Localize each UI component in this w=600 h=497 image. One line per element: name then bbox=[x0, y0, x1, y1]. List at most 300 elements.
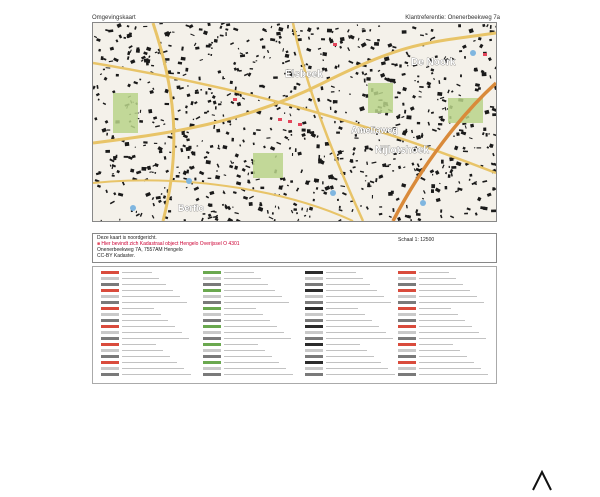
building-shape bbox=[199, 28, 203, 30]
building-shape bbox=[311, 33, 314, 35]
legend-text-line bbox=[419, 314, 458, 315]
legend-swatch bbox=[398, 325, 416, 328]
building-shape bbox=[458, 24, 461, 27]
legend-item bbox=[398, 306, 490, 311]
legend-swatch bbox=[101, 277, 119, 280]
legend-text-line bbox=[419, 308, 451, 309]
building-shape bbox=[474, 67, 478, 71]
legend-item bbox=[101, 282, 193, 287]
legend-item bbox=[101, 354, 193, 359]
building-shape bbox=[410, 219, 412, 221]
legend-item bbox=[203, 348, 295, 353]
building-shape bbox=[417, 122, 420, 125]
legend-swatch bbox=[305, 307, 323, 310]
legend-text-line bbox=[419, 302, 484, 303]
legend-item bbox=[203, 342, 295, 347]
legend-item bbox=[203, 366, 295, 371]
building-shape bbox=[177, 72, 180, 74]
legend-text-line bbox=[419, 290, 470, 291]
legend-swatch bbox=[305, 283, 323, 286]
building-shape bbox=[385, 166, 390, 167]
legend-swatch bbox=[203, 373, 221, 376]
building-shape bbox=[293, 86, 296, 90]
legend-swatch bbox=[101, 295, 119, 298]
water-body bbox=[130, 205, 136, 211]
legend-swatch bbox=[203, 271, 221, 274]
legend-swatch bbox=[398, 367, 416, 370]
legend-text-line bbox=[122, 374, 191, 375]
legend-item bbox=[203, 318, 295, 323]
building-shape bbox=[249, 202, 253, 206]
building-shape bbox=[490, 25, 492, 29]
building-shape bbox=[477, 147, 482, 148]
building-shape bbox=[185, 111, 187, 114]
legend-text-line bbox=[326, 272, 356, 273]
place-label-berflo: Berflo bbox=[178, 203, 205, 213]
building-shape bbox=[320, 54, 322, 55]
legend-text-line bbox=[326, 296, 384, 297]
building-shape bbox=[488, 133, 490, 134]
legend-swatch bbox=[203, 331, 221, 334]
legend-text-line bbox=[122, 308, 154, 309]
license: CC-BY Kadaster. bbox=[97, 253, 135, 259]
legend-swatch bbox=[398, 319, 416, 322]
building-shape bbox=[322, 52, 327, 56]
building-shape bbox=[482, 72, 487, 76]
building-shape bbox=[437, 92, 442, 96]
building-shape bbox=[402, 140, 404, 142]
building-shape bbox=[417, 75, 419, 77]
legend-swatch bbox=[203, 307, 221, 310]
building-shape bbox=[230, 81, 233, 85]
building-shape bbox=[103, 69, 105, 71]
legend-swatch bbox=[203, 289, 221, 292]
legend-swatch bbox=[101, 343, 119, 346]
building-shape bbox=[143, 141, 147, 143]
green-area bbox=[113, 93, 138, 133]
legend-text-line bbox=[224, 296, 282, 297]
legend-item bbox=[203, 336, 295, 341]
building-shape bbox=[179, 172, 181, 173]
address: Onenerbeekweg 7A, 7557AM Hengelo bbox=[97, 247, 183, 253]
map-info-panel bbox=[92, 233, 497, 263]
legend-text-line bbox=[326, 332, 386, 333]
location-text: Hier bevindt zich Kadastraal object Hengelo Overijssel O 4301 bbox=[101, 241, 239, 247]
building-shape bbox=[312, 135, 314, 137]
building-shape bbox=[112, 135, 114, 137]
legend-text-line bbox=[122, 314, 161, 315]
legend-text-line bbox=[419, 344, 453, 345]
legend-item bbox=[305, 366, 397, 371]
building-shape bbox=[124, 156, 129, 158]
place-label-ameliaweg: Ameliaweg bbox=[351, 125, 398, 135]
legend-swatch bbox=[203, 361, 221, 364]
building-shape bbox=[176, 175, 180, 178]
legend-text-line bbox=[326, 302, 391, 303]
building-shape bbox=[165, 103, 170, 105]
legend-swatch bbox=[203, 283, 221, 286]
legend-swatch bbox=[203, 301, 221, 304]
legend-item bbox=[305, 300, 397, 305]
building-shape bbox=[419, 86, 423, 88]
building-shape bbox=[295, 148, 297, 152]
building-shape bbox=[444, 77, 447, 80]
legend-item bbox=[203, 294, 295, 299]
legend-item bbox=[101, 324, 193, 329]
legend-item bbox=[203, 324, 295, 329]
legend-item bbox=[398, 366, 490, 371]
legend-text-line bbox=[326, 308, 358, 309]
legend-text-line bbox=[326, 326, 379, 327]
building-shape bbox=[139, 79, 141, 81]
building-shape bbox=[154, 143, 157, 144]
legend-text-line bbox=[419, 284, 463, 285]
building-shape bbox=[159, 150, 163, 153]
parcel-marker bbox=[233, 98, 237, 101]
legend-swatch bbox=[203, 349, 221, 352]
building-shape bbox=[175, 146, 177, 148]
legend-item bbox=[398, 342, 490, 347]
building-shape bbox=[116, 74, 119, 77]
scale-text: Schaal 1: 12500 bbox=[398, 237, 434, 243]
building-shape bbox=[377, 39, 380, 42]
building-shape bbox=[112, 175, 115, 177]
building-shape bbox=[337, 199, 339, 201]
legend-swatch bbox=[101, 355, 119, 358]
legend-text-line bbox=[122, 332, 182, 333]
building-shape bbox=[432, 174, 433, 176]
legend-item bbox=[101, 276, 193, 281]
legend-item bbox=[101, 306, 193, 311]
building-shape bbox=[421, 133, 422, 136]
building-shape bbox=[416, 213, 421, 216]
building-shape bbox=[379, 206, 382, 207]
legend-swatch bbox=[101, 271, 119, 274]
legend-text-line bbox=[224, 338, 291, 339]
building-shape bbox=[318, 155, 320, 159]
legend-swatch bbox=[398, 277, 416, 280]
building-shape bbox=[260, 187, 264, 189]
building-shape bbox=[459, 50, 462, 52]
legend-swatch bbox=[305, 349, 323, 352]
building-shape bbox=[334, 121, 336, 123]
building-shape bbox=[364, 149, 366, 151]
legend-item bbox=[305, 336, 397, 341]
building-shape bbox=[136, 47, 139, 50]
legend-swatch bbox=[101, 361, 119, 364]
legend-text-line bbox=[326, 374, 395, 375]
building-shape bbox=[164, 142, 165, 144]
legend-swatch bbox=[203, 343, 221, 346]
legend-text-line bbox=[122, 368, 184, 369]
building-shape bbox=[282, 62, 284, 64]
legend-item bbox=[398, 336, 490, 341]
legend-text-line bbox=[224, 350, 265, 351]
building-shape bbox=[209, 204, 213, 207]
legend-item bbox=[203, 270, 295, 275]
legend-text-line bbox=[122, 302, 187, 303]
building-shape bbox=[431, 189, 434, 193]
building-shape bbox=[143, 26, 147, 27]
legend-text-line bbox=[122, 356, 170, 357]
legend-swatch bbox=[305, 313, 323, 316]
building-shape bbox=[225, 32, 226, 36]
building-shape bbox=[495, 26, 496, 28]
legend-item bbox=[398, 300, 490, 305]
building-shape bbox=[366, 77, 370, 81]
legend-item bbox=[305, 330, 397, 335]
legend-text-line bbox=[326, 368, 388, 369]
building-shape bbox=[252, 187, 254, 189]
legend-swatch bbox=[305, 367, 323, 370]
parcel-marker bbox=[333, 43, 337, 46]
legend-text-line bbox=[419, 368, 481, 369]
legend-swatch bbox=[398, 355, 416, 358]
legend-text-line bbox=[122, 296, 180, 297]
building-shape bbox=[272, 212, 274, 214]
legend-item bbox=[305, 342, 397, 347]
legend-item bbox=[305, 324, 397, 329]
legend-item bbox=[305, 318, 397, 323]
legend-item bbox=[305, 288, 397, 293]
legend-text-line bbox=[326, 314, 365, 315]
building-shape bbox=[464, 213, 468, 215]
building-shape bbox=[216, 129, 220, 133]
legend-swatch bbox=[101, 325, 119, 328]
legend-item bbox=[398, 282, 490, 287]
legend-swatch bbox=[398, 271, 416, 274]
legend-text-line bbox=[122, 338, 189, 339]
building-shape bbox=[259, 204, 262, 207]
legend-item bbox=[398, 294, 490, 299]
legend-swatch bbox=[398, 295, 416, 298]
legend-item bbox=[305, 276, 397, 281]
building-shape bbox=[278, 185, 282, 189]
legend-column-3 bbox=[305, 270, 397, 380]
green-area bbox=[253, 153, 283, 178]
building-shape bbox=[402, 30, 407, 34]
building-shape bbox=[139, 120, 143, 123]
building-shape bbox=[456, 132, 460, 136]
parcel-marker bbox=[483, 53, 487, 56]
place-label-elsbeek: Elsbeek bbox=[285, 69, 323, 80]
legend-item bbox=[398, 348, 490, 353]
building-shape bbox=[316, 144, 319, 148]
building-shape bbox=[441, 160, 444, 164]
building-shape bbox=[198, 77, 200, 81]
legend-swatch bbox=[203, 337, 221, 340]
legend-item bbox=[203, 360, 295, 365]
legend-column-1 bbox=[101, 270, 193, 380]
building-shape bbox=[491, 209, 496, 212]
building-shape bbox=[293, 208, 297, 211]
building-shape bbox=[414, 80, 416, 81]
legend-item bbox=[398, 324, 490, 329]
building-shape bbox=[172, 31, 174, 32]
legend-item bbox=[101, 288, 193, 293]
parcel-marker bbox=[288, 120, 292, 123]
legend-item bbox=[101, 342, 193, 347]
building-shape bbox=[307, 129, 311, 133]
legend-swatch bbox=[398, 343, 416, 346]
building-shape bbox=[483, 128, 486, 131]
building-shape bbox=[338, 65, 340, 68]
building-shape bbox=[208, 178, 212, 179]
building-shape bbox=[449, 166, 450, 168]
legend-item bbox=[101, 372, 193, 377]
map-canvas bbox=[93, 23, 496, 221]
legend-text-line bbox=[224, 374, 293, 375]
legend-item bbox=[203, 330, 295, 335]
legend-swatch bbox=[203, 313, 221, 316]
legend-text-line bbox=[419, 356, 467, 357]
legend-item bbox=[305, 360, 397, 365]
building-shape bbox=[440, 209, 442, 212]
building-shape bbox=[193, 119, 194, 121]
legend-text-line bbox=[419, 320, 465, 321]
building-shape bbox=[340, 37, 345, 41]
building-shape bbox=[232, 162, 233, 164]
legend-swatch bbox=[398, 331, 416, 334]
legend-text-line bbox=[122, 278, 159, 279]
legend-text-line bbox=[224, 356, 272, 357]
building-shape bbox=[181, 57, 186, 61]
building-shape bbox=[460, 74, 462, 77]
legend-text-line bbox=[224, 284, 268, 285]
building-shape bbox=[492, 113, 496, 116]
legend-item bbox=[101, 330, 193, 335]
legend-text-line bbox=[326, 290, 377, 291]
building-shape bbox=[148, 109, 152, 113]
legend-item bbox=[203, 282, 295, 287]
legend-item bbox=[101, 336, 193, 341]
building-shape bbox=[204, 112, 207, 114]
building-shape bbox=[291, 134, 293, 136]
legend-text-line bbox=[419, 338, 486, 339]
building-shape bbox=[374, 42, 379, 46]
legend-swatch bbox=[398, 337, 416, 340]
building-shape bbox=[399, 64, 402, 67]
legend-swatch bbox=[101, 337, 119, 340]
legend-item bbox=[101, 360, 193, 365]
legend-item bbox=[398, 288, 490, 293]
legend-swatch bbox=[101, 349, 119, 352]
building-shape bbox=[413, 137, 414, 138]
legend-item bbox=[203, 288, 295, 293]
legend-text-line bbox=[419, 332, 479, 333]
building-shape bbox=[327, 29, 332, 33]
legend-swatch bbox=[398, 349, 416, 352]
parcel-marker bbox=[278, 118, 282, 121]
legend-swatch bbox=[101, 283, 119, 286]
legend-item bbox=[305, 348, 397, 353]
water-body bbox=[470, 50, 476, 56]
building-shape bbox=[322, 181, 323, 184]
building-shape bbox=[395, 96, 399, 98]
legend-swatch bbox=[101, 301, 119, 304]
building-shape bbox=[321, 38, 325, 40]
topographic-map[interactable] bbox=[92, 22, 497, 222]
building-shape bbox=[188, 146, 191, 149]
legend-swatch bbox=[101, 373, 119, 376]
building-shape bbox=[125, 142, 130, 146]
legend-item bbox=[398, 318, 490, 323]
building-shape bbox=[206, 160, 211, 164]
building-shape bbox=[218, 103, 221, 105]
legend-item bbox=[305, 294, 397, 299]
legend-item bbox=[101, 294, 193, 299]
legend-swatch bbox=[101, 307, 119, 310]
legend-text-line bbox=[419, 278, 456, 279]
building-shape bbox=[470, 124, 474, 128]
legend-text-line bbox=[224, 368, 286, 369]
legend-text-line bbox=[224, 320, 270, 321]
legend-item bbox=[203, 306, 295, 311]
legend-item bbox=[101, 312, 193, 317]
legend-text-line bbox=[224, 278, 261, 279]
legend-item bbox=[203, 300, 295, 305]
legend-item bbox=[101, 348, 193, 353]
building-shape bbox=[210, 54, 212, 56]
legend-swatch bbox=[203, 319, 221, 322]
building-shape bbox=[437, 99, 438, 100]
building-shape bbox=[215, 106, 217, 109]
green-area bbox=[368, 83, 393, 113]
building-shape bbox=[217, 36, 218, 38]
building-shape bbox=[231, 138, 234, 142]
legend-text-line bbox=[122, 344, 156, 345]
legend-item bbox=[203, 372, 295, 377]
building-shape bbox=[438, 123, 442, 126]
legend-item bbox=[305, 306, 397, 311]
legend-text-line bbox=[224, 314, 263, 315]
legend-column-4 bbox=[398, 270, 490, 380]
building-shape bbox=[202, 180, 204, 182]
building-shape bbox=[489, 39, 492, 42]
north-arrow-icon bbox=[529, 470, 555, 492]
building-shape bbox=[107, 129, 110, 130]
building-shape bbox=[486, 133, 488, 137]
legend-item bbox=[398, 372, 490, 377]
legend-item bbox=[305, 270, 397, 275]
legend-swatch bbox=[101, 331, 119, 334]
building-shape bbox=[185, 68, 188, 72]
building-shape bbox=[205, 91, 207, 94]
building-shape bbox=[113, 156, 116, 160]
building-shape bbox=[216, 170, 218, 172]
legend-swatch bbox=[203, 295, 221, 298]
building-shape bbox=[364, 79, 366, 83]
water-body bbox=[420, 200, 426, 206]
building-shape bbox=[313, 199, 315, 202]
building-shape bbox=[464, 56, 466, 59]
legend-column-2 bbox=[203, 270, 295, 380]
building-shape bbox=[256, 60, 258, 61]
building-shape bbox=[336, 132, 340, 134]
building-shape bbox=[390, 79, 395, 83]
building-shape bbox=[419, 96, 422, 97]
legend-text-line bbox=[122, 326, 175, 327]
building-shape bbox=[222, 76, 224, 79]
building-shape bbox=[340, 158, 344, 160]
building-shape bbox=[469, 174, 472, 177]
legend-swatch bbox=[305, 277, 323, 280]
legend-text-line bbox=[224, 290, 275, 291]
legend-item bbox=[305, 372, 397, 377]
legend-text-line bbox=[122, 320, 168, 321]
building-shape bbox=[214, 39, 218, 43]
legend-swatch bbox=[398, 373, 416, 376]
